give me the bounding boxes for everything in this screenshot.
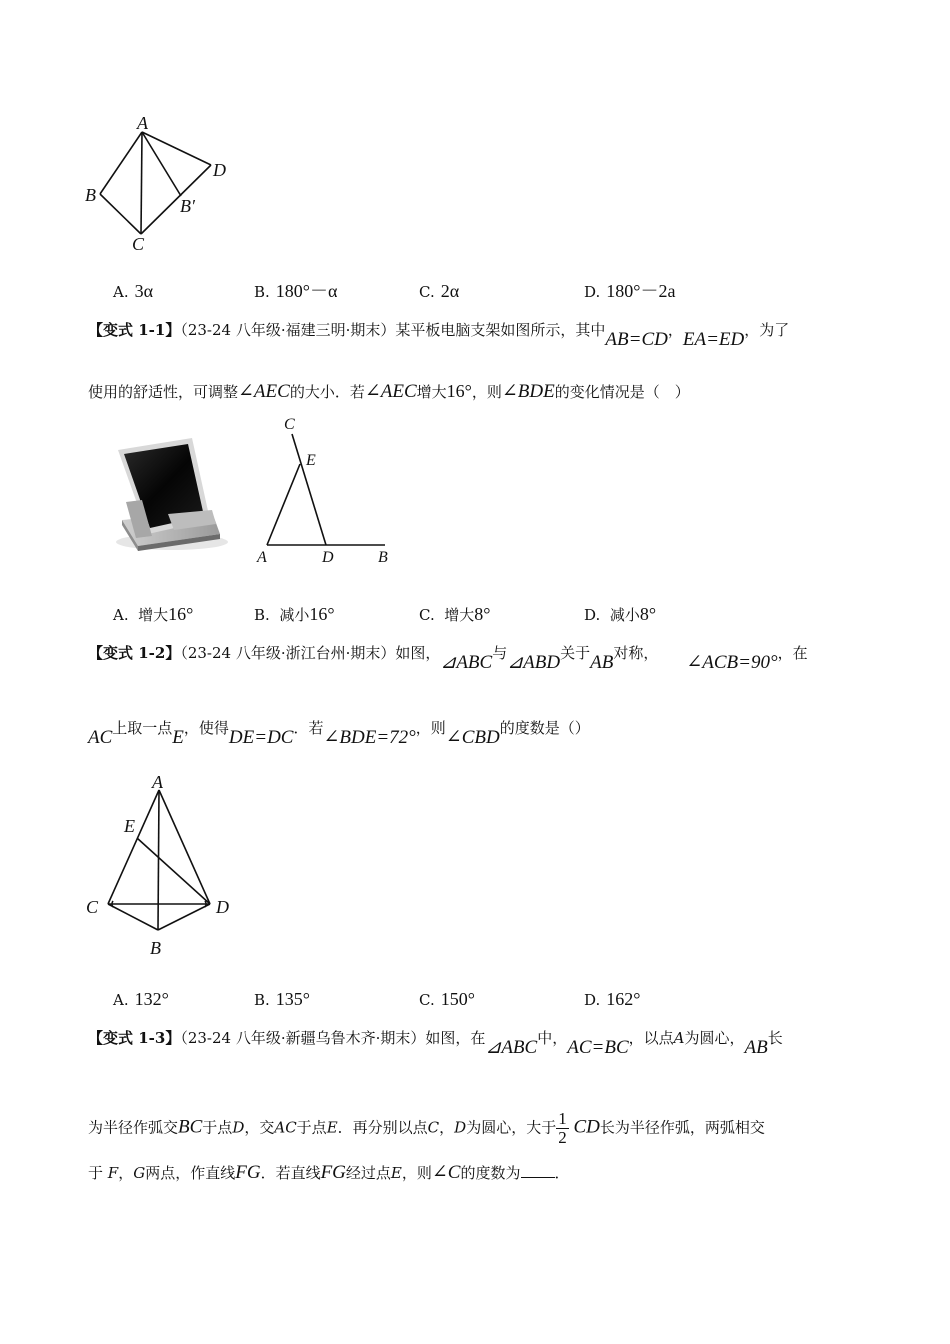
q0-option-d[interactable]: D. 180°－2a [584,281,676,301]
fig2-label-d: D [322,549,334,566]
q1-option-b[interactable]: B. 减小16° [254,604,335,624]
q1-source: （23-24 八年级·福建三明·期末） [180,321,396,339]
q3-tag: 【变式 1-3】 [88,1029,181,1047]
figure-triangle-abcd [80,770,250,960]
q1-option-a[interactable]: A. 增大16° [113,604,194,624]
q3-line-2: 为半径作弧交BC于点D，交AC于点E．再分别以点C，D为圆心，大于 $\frac{1}{2}$ CD长为半径作弧，两弧相交 [88,1109,765,1147]
q2-tag: 【变式 1-2】 [88,644,181,662]
q1-option-c[interactable]: C. 增大8° [419,604,491,624]
q3-source: （23-24 八年级·新疆乌鲁木齐·期末） [180,1029,426,1047]
q0-option-c[interactable]: C. 2α [419,281,460,301]
q1-tag: 【变式 1-1】 [88,321,181,339]
fig3-label-e: E [124,816,135,836]
q1-line-1: 【变式 1-1】（23-24 八年级·福建三明·期末）某平板电脑支架如图所示，其中AB=CD，EA=ED，为了 [88,321,790,350]
q2-option-b[interactable]: B. 135° [254,989,310,1009]
q2-option-d[interactable]: D. 162° [584,989,641,1009]
figure-kite [80,110,240,260]
q2-line-2: AC上取一点E，使得DE=DC．若∠BDE=72°，则∠CBD的度数是（） [88,719,590,748]
q2-line-1: 【变式 1-2】（23-24 八年级·浙江台州·期末）如图，⊿ABC与⊿ABD关于AB对称， ∠ACB=90°，在 [88,644,808,673]
fig3-label-c: C [86,897,99,917]
q2-option-a[interactable]: A. 132° [113,989,169,1009]
figure-stand-diagram [252,412,402,570]
fig1-label-a: A [137,113,148,133]
fig2-label-b: B [378,549,388,566]
q0-option-a[interactable]: A. 3α [113,281,154,301]
fig1-label-c: C [132,234,145,254]
tablet-stand-photo [108,438,228,554]
fig2-label-c: C [284,416,295,433]
fig3-label-b: B [150,938,161,958]
q0-option-b[interactable]: B. 180°－α [254,281,338,301]
fig2-label-e: E [306,452,316,469]
q3-line-1: 【变式 1-3】（23-24 八年级·新疆乌鲁木齐·期末）如图，在⊿ABC中，AC=BC，以点A为圆心，AB长 [88,1029,783,1058]
q1-line-2: 使用的舒适性，可调整∠AEC的大小．若∠AEC增大16°，则∠BDE的变化情况是（ ） [88,381,690,402]
fig1-label-d: D [213,160,226,180]
q1-option-d[interactable]: D. 减小8° [584,604,657,624]
fig3-label-a: A [152,772,163,792]
answer-blank[interactable] [521,1161,555,1178]
q3-line-3: 于 F，G两点，作直线FG．若直线FG经过点E，则∠C的度数为 ． [88,1162,570,1183]
fig2-label-a: A [257,549,267,566]
fraction-one-half: $\frac{1}{2}$ [558,1109,567,1147]
q2-source: （23-24 八年级·浙江台州·期末） [180,644,396,662]
q2-option-c[interactable]: C. 150° [419,989,475,1009]
fig1-label-bprime: B′ [180,196,195,216]
fig1-label-b: B [85,185,96,205]
fig3-label-d: D [216,897,229,917]
